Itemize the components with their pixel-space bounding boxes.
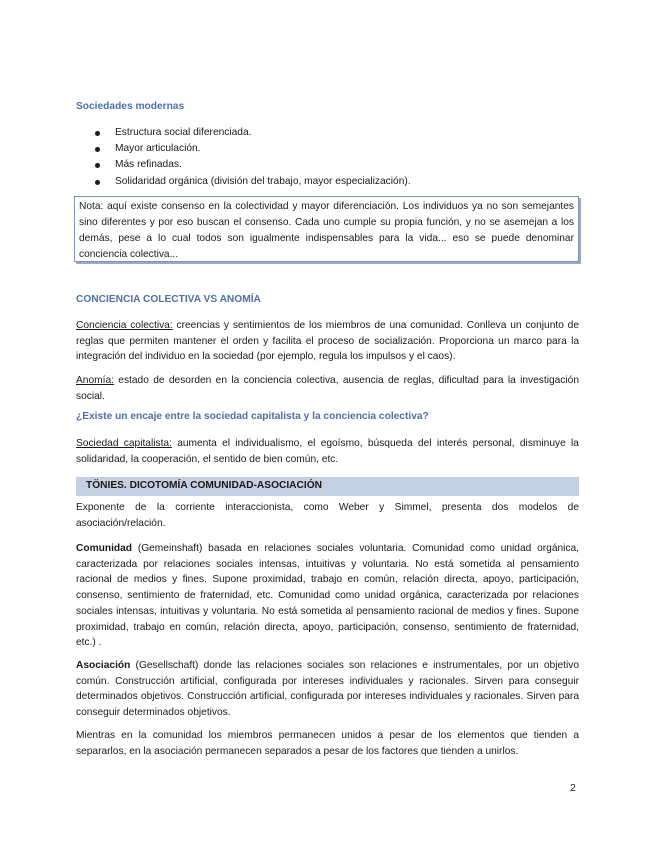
closing-paragraph: Mientras en la comunidad los miembros permanecen unidos a pesar de los elementos que tienden a separarlos, en la asociación permanecen separados a pesar de los factores que tienden a unirlos. xyxy=(76,730,579,757)
note-box xyxy=(74,196,579,262)
asociacion-paragraph xyxy=(76,658,579,721)
bullet-icon xyxy=(95,131,100,136)
list-item: Solidaridad orgánica (división del trabajo, mayor especialización). xyxy=(76,174,579,190)
question-wrap xyxy=(76,411,579,422)
page-number: 2 xyxy=(570,782,576,794)
section-conciencia-title: CONCIENCIA COLECTIVA VS ANOMÍA xyxy=(76,294,261,305)
bullet-icon xyxy=(95,147,100,152)
tonies-intro: Exponente de la corriente interaccionista, como Weber y Simmel, presenta dos modelos de asociación/relación. xyxy=(76,502,579,529)
section-modern xyxy=(76,101,579,112)
section-tonies-header xyxy=(76,477,579,496)
modern-bullet-list xyxy=(76,125,579,190)
bullet-icon xyxy=(95,180,100,185)
note-text: Nota: aquí existe consenso en la colectividad y mayor diferenciación. Los individuos ya no son semejantes sino diferentes y por eso buscan el consenso. Cada uno cumple su propia función, y no se asemejan a los demás, pese a lo cual todos son igualmente indispensables para la vida... eso se puede denominar conciencia colectiva... xyxy=(79,201,574,260)
section-conciencia-title-wrap xyxy=(76,294,579,305)
list-item: Estructura social diferenciada. xyxy=(76,125,579,141)
capitalista-term: Sociedad capitalista: xyxy=(76,438,172,449)
conciencia-definition: creencias y sentimientos de los miembros de una comunidad. Conlleva un conjunto de reglas que permiten mantener el orden y facilita el proceso de socialización. Proporciona un marco para la integración del individuo en la sociedad (por ejemplo, regula los impulsos y el caos). xyxy=(76,320,579,363)
asociacion-term: Asociación xyxy=(76,660,131,671)
list-item: Mayor articulación. xyxy=(76,141,579,157)
comunidad-definition: (Gemeinshaft) basada en relaciones sociales voluntaria. Comunidad como unidad orgánica, caracterizada por relaciones sociales intensas, intuitivas y voluntaria. No está sometida al pensamiento racional de medios y fines. Supone proximidad, trabajo en común, relación directa, apoyo, participación, consenso, sentimiento de fraternidad, etc. Comunidad como unidad orgánica, caracterizada por relaciones sociales intensas, intuitivas y voluntaria. No está sometida al pensamiento racional de medios y fines. Supone proximidad, trabajo en común, relación directa, apoyo, participación, consenso, sentimiento de fraternidad, etc.) . xyxy=(76,543,579,649)
anomia-definition: estado de desorden en la conciencia colectiva, ausencia de reglas, dificultad para la investigación social. xyxy=(76,375,579,402)
list-item: Más refinadas. xyxy=(76,157,579,173)
question-heading: ¿Existe un encaje entre la sociedad capitalista y la conciencia colectiva? xyxy=(76,411,429,422)
capitalista-paragraph xyxy=(76,436,579,467)
capitalista-definition: aumenta el individualismo, el egoísmo, búsqueda del interés personal, disminuye la solidaridad, la cooperación, el sentido de bien común, etc. xyxy=(76,438,579,465)
comunidad-paragraph xyxy=(76,541,579,651)
section-modern-title: Sociedades modernas xyxy=(76,101,185,112)
conciencia-term: Conciencia colectiva: xyxy=(76,320,173,331)
section-tonies-title: TÖNIES. DICOTOMÍA COMUNIDAD-ASOCIACIÓN xyxy=(86,480,323,491)
bullet-icon xyxy=(95,163,100,168)
anomia-paragraph xyxy=(76,373,579,404)
anomia-term: Anomía: xyxy=(76,375,114,386)
conciencia-paragraph xyxy=(76,318,579,365)
comunidad-term: Comunidad xyxy=(76,543,133,554)
asociacion-definition: (Gesellschaft) donde las relaciones sociales son relaciones e instrumentales, por un objetivo común. Construcción artificial, configurada por intereses individuales y racionales. Sirven para conseguir determinados objetivos. Construcción artificial, configurada por intereses individuales y racionales. Sirven para conseguir determinados objetivos. xyxy=(76,660,579,719)
